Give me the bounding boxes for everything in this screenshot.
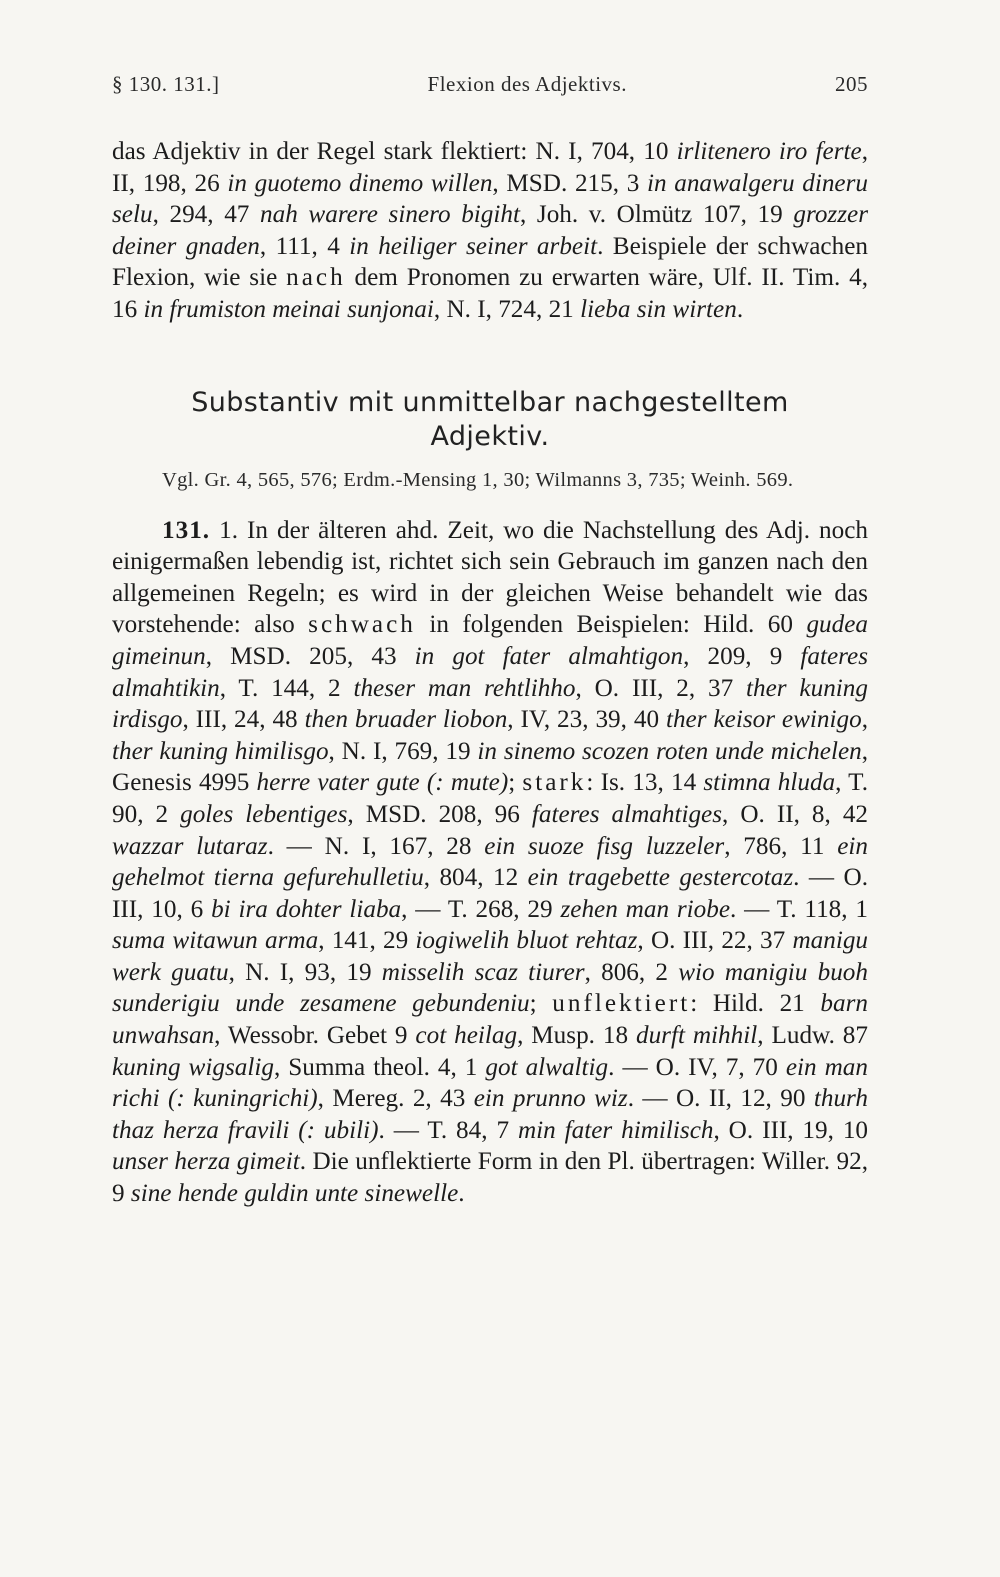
text-run: , T. 144, 2 bbox=[219, 674, 354, 702]
cited-form: ein tragebette gestercotaz bbox=[527, 864, 794, 892]
text-run: , 806, 2 bbox=[584, 958, 679, 986]
text-run: , MSD. 208, 96 bbox=[347, 800, 532, 828]
text-run: : Is. 13, 14 bbox=[586, 769, 704, 797]
text-run: in folgenden Beispielen: Hild. 60 bbox=[415, 611, 807, 639]
text-run: . Beispiele der schwachen Flexion, wie sie bbox=[112, 232, 868, 292]
cited-form: in guotemo dinemo willen bbox=[227, 169, 493, 197]
cited-form: ein suoze fisg luzzeler bbox=[484, 832, 725, 860]
cited-form: cot heilag bbox=[415, 1022, 518, 1050]
cited-form: sine hende guldin unte sinewelle bbox=[130, 1180, 459, 1208]
page-number: 205 bbox=[834, 72, 868, 96]
text-run: dem Pronomen zu erwarten wäre, Ulf. II. Tim. 4, 16 bbox=[112, 264, 868, 323]
text-run: , Joh. v. Olmütz 107, 19 bbox=[519, 201, 794, 229]
cited-form: misselih scaz tiurer bbox=[381, 958, 585, 986]
cited-form: in frumiston meinai sunjonai bbox=[143, 295, 434, 323]
cited-form: herre vater gute (: mute) bbox=[256, 769, 509, 797]
text-run: das Adjektiv in der Regel stark flektiert: N. I, 704, 10 bbox=[112, 138, 677, 165]
section-heading bbox=[112, 386, 868, 454]
paragraph-1 bbox=[112, 136, 868, 326]
text-run: , Wessobr. Gebet 9 bbox=[214, 1022, 416, 1050]
cited-form: kuning wigsalig bbox=[112, 1053, 274, 1081]
cited-form: goles lebentiges bbox=[180, 800, 348, 828]
text-run: , Genesis 4995 bbox=[112, 737, 869, 797]
cited-form: zehen man riobe bbox=[560, 895, 731, 923]
text-run: . — O. II, 12, 90 bbox=[627, 1085, 814, 1113]
text-run: , N. I, 93, 19 bbox=[228, 958, 382, 986]
cited-form: wio manigiu buoh sunderigiu unde zesamene gebundeniu bbox=[112, 958, 868, 1018]
text-run: , Musp. 18 bbox=[517, 1022, 636, 1050]
cited-form: got alwaltig bbox=[485, 1053, 609, 1081]
spaced-term: nach bbox=[286, 264, 346, 292]
cited-form: then bruader liobon bbox=[304, 706, 508, 734]
cited-form: durft mihhil bbox=[635, 1022, 758, 1050]
text-run: , O. III, 22, 37 bbox=[637, 927, 793, 955]
paragraph-2-text bbox=[112, 517, 868, 1207]
cited-form: theser man rehtlihho bbox=[353, 674, 576, 702]
cited-form: grozzer deiner gnaden bbox=[112, 201, 869, 260]
cited-form: in sinemo scozen roten unde michelen bbox=[477, 737, 862, 765]
text-run: , II, 198, 26 bbox=[112, 138, 868, 197]
text-run: . — O. III, 10, 6 bbox=[112, 864, 868, 923]
cited-form: lieba sin wirten bbox=[580, 295, 737, 323]
cited-form: in heiliger seiner arbeit bbox=[349, 232, 598, 260]
header-section-ref: § 130. 131.] bbox=[112, 72, 220, 96]
text-run: . — T. 118, 1 bbox=[730, 895, 868, 923]
text-run: . — O. IV, 7, 70 bbox=[608, 1053, 786, 1081]
text-run: , O. III, 19, 10 bbox=[713, 1116, 869, 1144]
cited-form: bi ira dohter liaba bbox=[211, 895, 402, 923]
heading-line-2: Adjektiv. bbox=[430, 420, 550, 452]
text-run: , N. I, 769, 19 bbox=[328, 737, 478, 765]
text-run: , 209, 9 bbox=[683, 642, 801, 670]
section-number: 131. bbox=[162, 516, 211, 544]
cited-form: thurh thaz herza fravili (: ubili) bbox=[112, 1085, 868, 1144]
cited-form: unser herza gimeit bbox=[112, 1148, 300, 1176]
text-run: , Ludw. 87 bbox=[757, 1022, 868, 1050]
cited-form: ein gehelmot tierna gefurehulletiu bbox=[112, 832, 868, 892]
text-run: , Summa theol. 4, 1 bbox=[273, 1053, 486, 1081]
spaced-term: stark bbox=[522, 769, 587, 797]
text-run: , III, 24, 48 bbox=[182, 706, 305, 734]
cited-form: suma witawun arma bbox=[112, 927, 319, 955]
cited-form: in anawalgeru dineru selu bbox=[112, 169, 869, 229]
cited-form: manigu werk guatu bbox=[112, 927, 868, 986]
text-run: , O. III, 2, 37 bbox=[575, 674, 747, 702]
cited-form: in got fater almahtigon bbox=[414, 642, 684, 670]
cited-form: min fater himilisch bbox=[517, 1116, 714, 1144]
header-title: Flexion des Adjektivs. bbox=[427, 72, 627, 96]
heading-line-1: Substantiv mit unmittelbar nachgestelltem bbox=[191, 386, 789, 418]
cited-form: ther kuning himilisgo bbox=[112, 737, 329, 765]
text-run: , 294, 47 bbox=[152, 201, 261, 229]
text-run: , O. II, 8, 42 bbox=[722, 800, 869, 828]
cited-form: barn unwahsan bbox=[112, 990, 868, 1050]
text-run: . — T. 84, 7 bbox=[378, 1116, 518, 1144]
text-run: , T. 90, 2 bbox=[112, 769, 868, 828]
cited-form: ther kuning irdisgo bbox=[112, 674, 868, 734]
paragraph-2 bbox=[112, 515, 868, 1210]
text-run: ; bbox=[529, 990, 553, 1018]
text-run: ; bbox=[508, 769, 523, 797]
text-run: 1. In der älteren ahd. Zeit, wo die Nachstellung des Adj. noch einigermaßen lebendig ist, richtet sich sein Gebrauch im ganzen nach den allgemeinen Regeln; es wird in der gleichen Weise behandelt wie das vorstehende: also bbox=[112, 516, 868, 639]
cited-form: fateres almahtiges bbox=[531, 800, 723, 828]
cited-form: stimna hluda bbox=[703, 769, 836, 797]
spaced-term: unflektiert bbox=[552, 990, 691, 1018]
cited-form: ein man richi (: kuningrichi) bbox=[112, 1053, 868, 1113]
spaced-term: schwach bbox=[308, 611, 416, 639]
cited-form: fateres almahtikin bbox=[112, 642, 869, 702]
cited-form: ein prunno wiz bbox=[473, 1085, 628, 1113]
text-run: . — N. I, 167, 28 bbox=[267, 832, 485, 860]
page bbox=[112, 72, 868, 1210]
cited-form: gudea gimeinun bbox=[112, 611, 868, 670]
cited-form: irlitenero iro ferte bbox=[676, 138, 862, 165]
text-run: , — T. 268, 29 bbox=[401, 895, 561, 923]
text-run: . bbox=[458, 1180, 465, 1208]
text-run: . Die unflektierte Form in den Pl. übertragen: Willer. 92, 9 bbox=[112, 1148, 868, 1208]
text-run: , N. I, 724, 21 bbox=[433, 295, 581, 323]
cited-form: ther keisor ewinigo bbox=[665, 706, 862, 734]
text-run: , 111, 4 bbox=[259, 232, 350, 260]
text-run: , 786, 11 bbox=[724, 832, 838, 860]
cited-form: nah warere sinero bigiht bbox=[260, 201, 520, 229]
cited-form: iogiwelih bluot rehtaz bbox=[415, 927, 638, 955]
text-run: , bbox=[861, 706, 868, 734]
text-run: , IV, 23, 39, 40 bbox=[507, 706, 666, 734]
text-run: , MSD. 205, 43 bbox=[205, 642, 415, 670]
text-run: : Hild. 21 bbox=[690, 990, 821, 1018]
running-head bbox=[112, 72, 868, 112]
cited-form: wazzar lutaraz bbox=[112, 832, 268, 860]
text-run: , Mereg. 2, 43 bbox=[317, 1085, 474, 1113]
text-run: , MSD. 215, 3 bbox=[492, 169, 647, 197]
text-run: , 804, 12 bbox=[423, 864, 528, 892]
text-run: . bbox=[736, 295, 744, 323]
reference-note: Vgl. Gr. 4, 565, 576; Erdm.-Mensing 1, 30; Wilmanns 3, 735; Weinh. 569. bbox=[162, 468, 794, 491]
text-run: , 141, 29 bbox=[318, 927, 416, 955]
